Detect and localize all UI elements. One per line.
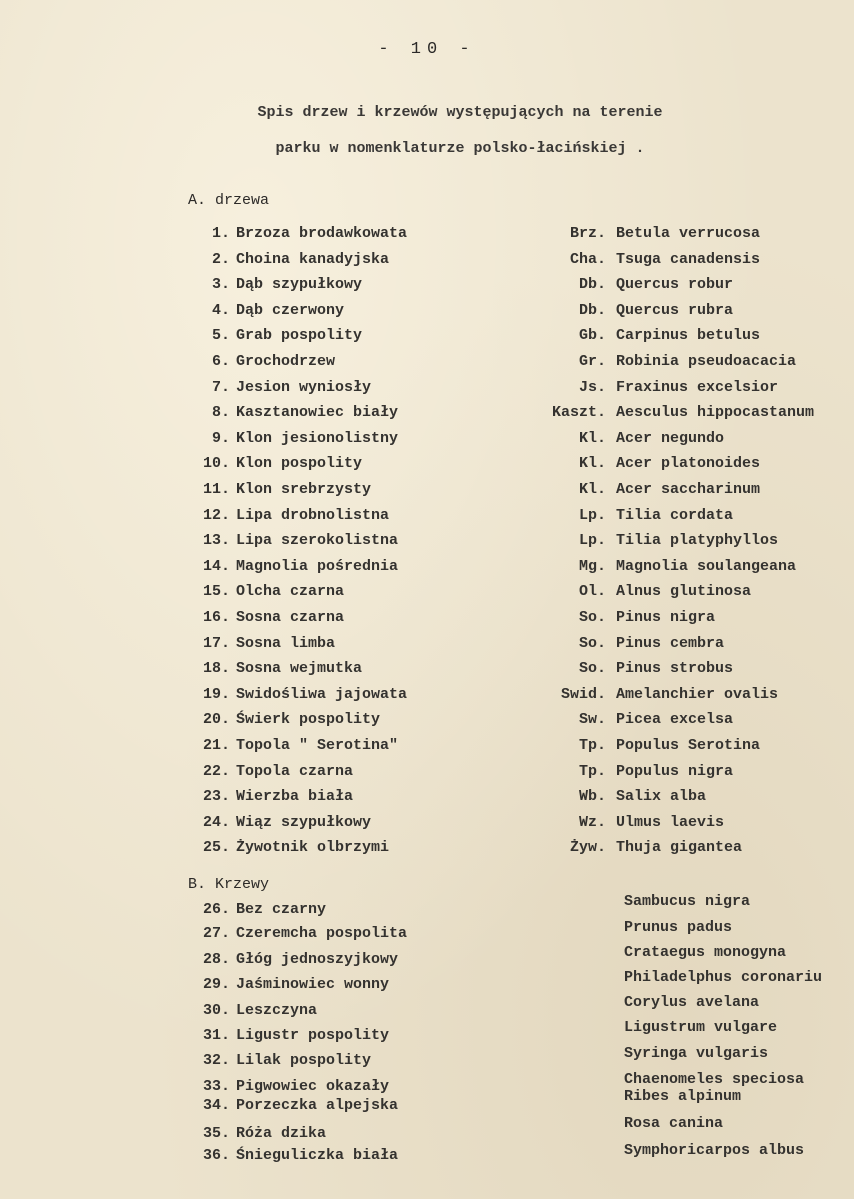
polish-name: Porzeczka alpejska (236, 1097, 399, 1114)
polish-name: Sosna czarna (236, 609, 345, 626)
polish-name: Sosna wejmutka (236, 660, 363, 678)
table-row (186, 353, 854, 375)
polish-name: Grochodrzew (236, 353, 336, 370)
table-row (186, 583, 854, 605)
table-row (186, 481, 854, 503)
section-a-heading: A. drzewa (188, 192, 270, 209)
latin-name: Robinia pseudoacacia (616, 353, 797, 370)
polish-name: Leszczyna (236, 1002, 318, 1019)
latin-name: Tilia platyphyllos (616, 532, 779, 550)
table-row (186, 327, 854, 349)
abbreviation: Wz. (578, 813, 606, 831)
row-number: 5. (211, 327, 230, 345)
abbreviation: Mg. (578, 557, 606, 575)
polish-name: Sosna limba (236, 634, 336, 652)
table-row (186, 814, 854, 836)
row-number: 18. (202, 660, 230, 678)
abbreviation: So. (578, 609, 606, 626)
table-row (186, 737, 854, 759)
row-number: 2. (211, 250, 230, 268)
abbreviation: Swid. (560, 685, 606, 703)
row-number: 13. (202, 532, 230, 550)
latin-name: Carpinus betulus (616, 327, 761, 345)
abbreviation: Gr. (578, 353, 606, 370)
row-number: 34. (202, 1097, 230, 1114)
abbreviation: Tp. (578, 737, 606, 754)
row-number: 30. (202, 1002, 230, 1019)
polish-name: Pigwowiec okazały (236, 1078, 390, 1095)
polish-name: Świerk pospolity (236, 711, 381, 729)
table-row (186, 532, 854, 554)
row-number: 33. (202, 1078, 230, 1095)
row-number: 8. (211, 404, 230, 422)
polish-name: Czeremcha pospolita (236, 925, 408, 942)
row-number: 19. (202, 685, 230, 703)
row-number: 29. (202, 976, 230, 993)
polish-name: Grab pospolity (236, 327, 363, 345)
polish-name: Lilak pospolity (236, 1052, 372, 1069)
polish-name: Klon pospolity (236, 455, 363, 473)
abbreviation: Ol. (578, 583, 606, 601)
latin-name: Crataegus monogyna (624, 944, 787, 961)
polish-name: Wierzba biała (236, 788, 354, 806)
latin-name: Sambucus nigra (624, 893, 751, 910)
table-row (186, 379, 854, 401)
row-number: 7. (211, 378, 230, 396)
table-row (186, 635, 854, 657)
latin-name: Acer saccharinum (616, 481, 761, 498)
latin-name: Corylus avelana (624, 994, 760, 1011)
latin-name: Tsuga canadensis (616, 250, 761, 268)
row-number: 36. (202, 1147, 230, 1164)
latin-name: Populus Serotina (616, 737, 761, 754)
table-row (186, 609, 854, 631)
row-number: 21. (202, 737, 230, 754)
latin-name: Acer negundo (616, 429, 725, 447)
polish-name: Choina kanadyjska (236, 250, 390, 268)
latin-name: Populus nigra (616, 762, 734, 780)
row-number: 15. (202, 583, 230, 601)
row-number: 24. (202, 813, 230, 831)
latin-name: Quercus rubra (616, 301, 734, 319)
polish-name: Klon jesionolistny (236, 429, 399, 447)
latin-name: Symphoricarpos albus (624, 1142, 805, 1159)
row-number: 14. (202, 557, 230, 575)
polish-name: Dąb czerwony (236, 301, 345, 319)
table-row (186, 455, 854, 477)
polish-name: Kasztanowiec biały (236, 404, 399, 422)
table-row (186, 686, 854, 708)
table-row (186, 507, 854, 529)
latin-name: Amelanchier ovalis (616, 685, 779, 703)
latin-name: Thuja gigantea (616, 839, 743, 857)
polish-name: Śnieguliczka biała (236, 1147, 399, 1164)
polish-name: Jaśminowiec wonny (236, 976, 390, 993)
abbreviation: Js. (578, 378, 606, 396)
polish-name: Topola czarna (236, 762, 354, 780)
row-number: 27. (202, 925, 230, 942)
table-row (186, 302, 854, 324)
latin-name: Betula verrucosa (616, 225, 761, 242)
polish-name: Lipa drobnolistna (236, 506, 390, 524)
row-number: 22. (202, 762, 230, 780)
latin-name: Chaenomeles speciosa (624, 1071, 805, 1088)
polish-name: Żywotnik olbrzymi (236, 839, 390, 857)
latin-name: Salix alba (616, 788, 707, 806)
table-row (186, 251, 854, 273)
latin-name: Ligustrum vulgare (624, 1019, 778, 1036)
abbreviation: Gb. (578, 327, 606, 345)
polish-name: Swidośliwa jajowata (236, 685, 408, 703)
abbreviation: Żyw. (569, 839, 606, 857)
title-line-2: parku w nomenklaturze polsko-łacińskiej . (275, 140, 645, 157)
latin-name: Philadelphus coronariu (624, 969, 823, 986)
polish-name: Ligustr pospolity (236, 1027, 390, 1044)
row-number: 9. (211, 429, 230, 447)
latin-name: Pinus strobus (616, 660, 734, 678)
table-row (186, 558, 854, 580)
abbreviation: Kaszt. (551, 404, 606, 422)
table-row (186, 225, 854, 247)
row-number: 35. (202, 1125, 230, 1142)
row-number: 25. (202, 839, 230, 857)
latin-name: Prunus padus (624, 919, 733, 936)
table-row (186, 788, 854, 810)
polish-name: Jesion wyniosły (236, 378, 372, 396)
latin-name: Tilia cordata (616, 506, 734, 524)
row-number: 6. (211, 353, 230, 370)
latin-name: Alnus glutinosa (616, 583, 752, 601)
row-number: 10. (202, 455, 230, 473)
latin-name: Acer platonoides (616, 455, 761, 473)
row-number: 32. (202, 1052, 230, 1069)
row-number: 23. (202, 788, 230, 806)
table-row (186, 660, 854, 682)
polish-name: Bez czarny (236, 901, 327, 918)
section-b-heading: B. Krzewy (188, 876, 270, 893)
polish-name: Róża dzika (236, 1125, 327, 1142)
row-number: 31. (202, 1027, 230, 1044)
abbreviation: So. (578, 634, 606, 652)
row-number: 3. (211, 276, 230, 294)
row-number: 16. (202, 609, 230, 626)
abbreviation: Db. (578, 276, 606, 294)
row-number: 4. (211, 301, 230, 319)
polish-name: Brzoza brodawkowata (236, 225, 408, 242)
row-number: 12. (202, 506, 230, 524)
latin-name: Ribes alpinum (624, 1088, 742, 1105)
latin-name: Rosa canina (624, 1115, 724, 1132)
table-row (186, 404, 854, 426)
abbreviation: Db. (578, 301, 606, 319)
latin-name: Syringa vulgaris (624, 1045, 769, 1062)
abbreviation: Kl. (578, 429, 606, 447)
list-item (186, 1088, 854, 1119)
abbreviation: Brz. (569, 225, 606, 242)
latin-name: Aesculus hippocastanum (616, 404, 815, 422)
abbreviation: Kl. (578, 455, 606, 473)
polish-name: Topola " Serotina" (236, 737, 399, 754)
polish-name: Głóg jednoszyjkowy (236, 951, 399, 968)
table-row (186, 763, 854, 785)
polish-name: Lipa szerokolistna (236, 532, 399, 550)
abbreviation: Sw. (578, 711, 606, 729)
latin-name: Pinus cembra (616, 634, 725, 652)
abbreviation: Kl. (578, 481, 606, 498)
abbreviation: So. (578, 660, 606, 678)
table-row (186, 839, 854, 861)
table-row (186, 711, 854, 733)
abbreviation: Cha. (569, 250, 606, 268)
abbreviation: Lp. (578, 506, 606, 524)
table-row (186, 430, 854, 452)
list-item (186, 1142, 854, 1169)
title-line-1: Spis drzew i krzewów występujących na terenie (257, 104, 663, 121)
polish-name: Magnolia pośrednia (236, 557, 399, 575)
row-number: 20. (202, 711, 230, 729)
row-number: 28. (202, 951, 230, 968)
row-number: 26. (202, 901, 230, 918)
page-number: - 10 - (378, 40, 476, 59)
row-number: 1. (211, 225, 230, 242)
abbreviation: Wb. (578, 788, 606, 806)
table-row (186, 276, 854, 298)
latin-name: Pinus nigra (616, 609, 716, 626)
latin-name: Fraxinus excelsior (616, 378, 779, 396)
polish-name: Olcha czarna (236, 583, 345, 601)
abbreviation: Tp. (578, 762, 606, 780)
latin-name: Quercus robur (616, 276, 734, 294)
latin-name: Picea excelsa (616, 711, 734, 729)
latin-name: Ulmus laevis (616, 813, 725, 831)
row-number: 11. (202, 481, 230, 498)
list-item (186, 893, 854, 923)
polish-name: Dąb szypułkowy (236, 276, 363, 294)
abbreviation: Lp. (578, 532, 606, 550)
row-number: 17. (202, 634, 230, 652)
polish-name: Klon srebrzysty (236, 481, 372, 498)
latin-name: Magnolia soulangeana (616, 557, 797, 575)
polish-name: Wiąz szypułkowy (236, 813, 372, 831)
